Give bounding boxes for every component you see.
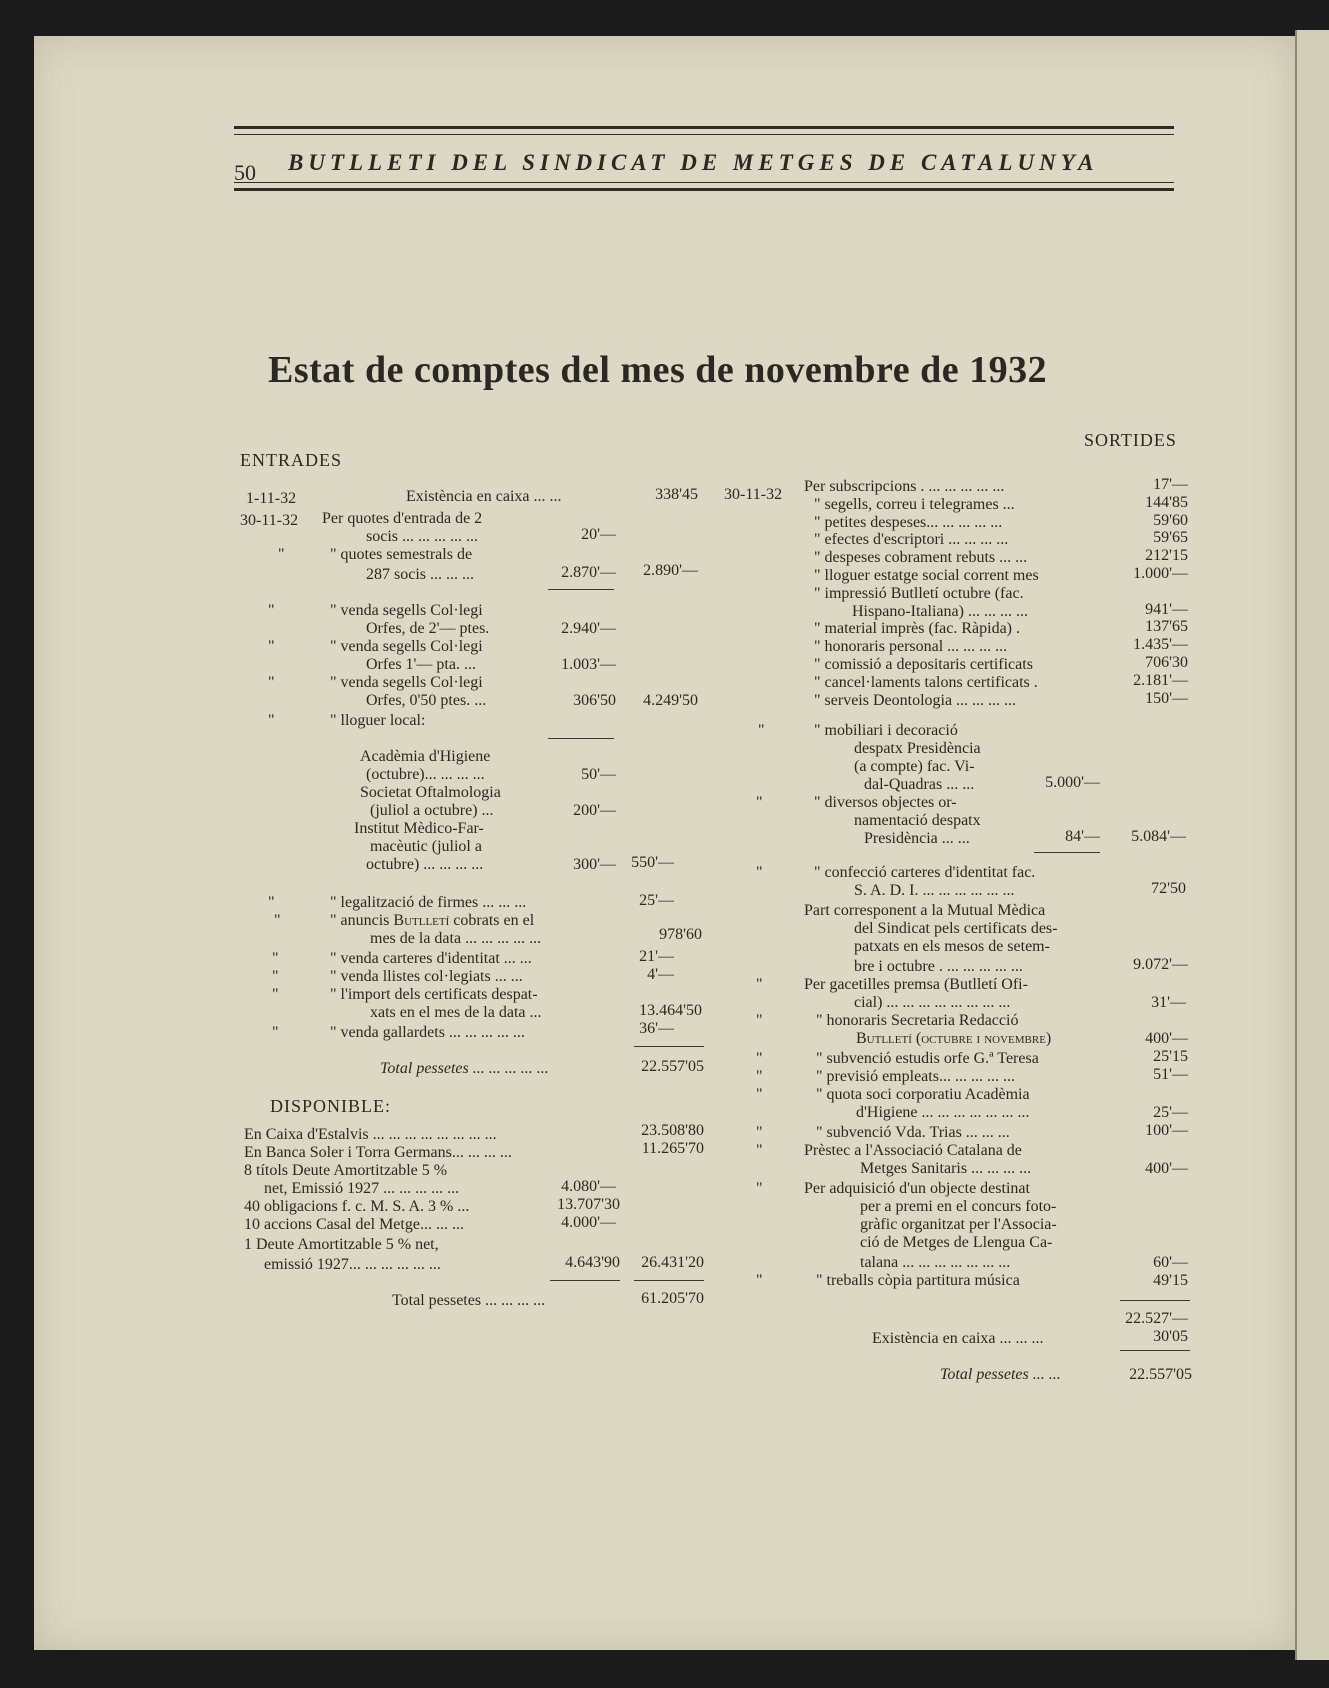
- total-value: 22.557'05: [1129, 1366, 1192, 1383]
- total-value: 61.205'70: [641, 1290, 704, 1307]
- entry-label: octubre) ... ... ... ...: [366, 856, 484, 873]
- entry-label: " subvenció Vda. Trias ... ... ...: [816, 1124, 1010, 1141]
- ditto-mark: ": [756, 864, 763, 881]
- subtotal-rule: [548, 589, 614, 590]
- entry-label: " venda llistes col·legiats ... ...: [330, 968, 523, 985]
- entry-value: 338'45: [655, 486, 698, 503]
- existence-label: Existència en caixa ... ... ...: [872, 1330, 1044, 1347]
- entry-label: Acadèmia d'Higiene: [360, 748, 491, 765]
- ditto-mark: ": [274, 912, 281, 929]
- entry-value: 25'—: [639, 892, 674, 909]
- entry-label: Presidència ... ...: [864, 830, 970, 847]
- entry-label: " diversos objectes or-: [814, 794, 957, 811]
- entry-value: 5.084'—: [1131, 828, 1186, 845]
- entry-value: 13.464'50: [639, 1002, 702, 1019]
- disponible-heading: DISPONIBLE:: [270, 1096, 392, 1116]
- asset-label: net, Emissió 1927 ... ... ... ... ...: [264, 1180, 460, 1197]
- entry-label: " venda carteres d'identitat ... ...: [330, 950, 532, 967]
- entry-label: patxats en els mesos de setem-: [854, 938, 1050, 955]
- entry-label: " impressió Butlletí octubre (fac.: [814, 584, 1024, 602]
- entry-value: 212'15: [1145, 547, 1188, 565]
- page-title: Estat de comptes del mes de novembre de 1932: [268, 349, 1048, 391]
- entry-value: 2.890'—: [643, 562, 698, 579]
- entry-label: " petites despeses... ... ... ... ...: [814, 513, 1003, 531]
- entry-value: 59'65: [1153, 529, 1188, 547]
- entry-label: 287 socis ... ... ...: [366, 566, 474, 583]
- entry-label: " lloguer local:: [330, 712, 426, 729]
- entry-label: Societat Oftalmologia: [360, 784, 501, 801]
- entry-value: 51'—: [1153, 1066, 1188, 1083]
- entry-label: " venda segells Col·legi: [330, 602, 483, 619]
- subtotal-rule: [548, 738, 614, 739]
- entry-label: " previsió empleats... ... ... ... ...: [816, 1068, 1015, 1085]
- entry-label: " quota soci corporatiu Acadèmia: [816, 1086, 1030, 1103]
- entry-value: 2.870'—: [561, 564, 616, 581]
- total-rule: [1120, 1300, 1190, 1301]
- entry-value: 1.003'—: [561, 656, 616, 673]
- asset-label: En Caixa d'Estalvis ... ... ... ... ... ... ... ...: [244, 1126, 497, 1143]
- total-value: 22.557'05: [641, 1058, 704, 1075]
- entry-value: 550'—: [631, 854, 674, 871]
- entry-label: ció de Metges de Llengua Ca-: [860, 1234, 1053, 1251]
- entry-label: " confecció carteres d'identitat fac.: [814, 864, 1036, 881]
- ditto-mark: ": [272, 950, 279, 967]
- entry-label: " legalització de firmes ... ... ...: [330, 894, 527, 911]
- ditto-mark: ": [758, 722, 765, 739]
- subtotal-rule: [1034, 852, 1100, 853]
- asset-label: En Banca Soler i Torra Germans... ... ... ...: [244, 1144, 512, 1161]
- page-number: 50: [234, 160, 256, 185]
- asset-value: 4.000'—: [561, 1214, 616, 1231]
- entry-value: 400'—: [1145, 1030, 1188, 1047]
- entry-value: 50'—: [581, 766, 616, 783]
- entry-value: 20'—: [581, 526, 616, 543]
- entry-label: Part corresponent a la Mutual Mèdica: [804, 902, 1046, 919]
- entry-value: 306'50: [573, 692, 616, 709]
- ditto-mark: ": [756, 1272, 763, 1289]
- entry-label: " material imprès (fac. Ràpida) .: [814, 620, 1020, 638]
- existence-value: 30'05: [1153, 1328, 1188, 1345]
- entry-label: mes de la data ... ... ... ... ...: [370, 930, 542, 947]
- asset-label: emissió 1927... ... ... ... ... ...: [264, 1256, 441, 1273]
- entry-label: Institut Mèdico-Far-: [354, 820, 484, 837]
- ditto-mark: ": [272, 1024, 279, 1041]
- entry-label: " venda gallardets ... ... ... ... ...: [330, 1024, 525, 1041]
- ditto-mark: ": [756, 1012, 763, 1029]
- entry-label: Orfes 1'— pta. ...: [366, 656, 476, 673]
- asset-value: 23.508'80: [641, 1122, 704, 1139]
- entry-label: d'Higiene ... ... ... ... ... ... ...: [856, 1104, 1030, 1121]
- entry-value: 59'60: [1153, 511, 1188, 529]
- asset-value: 13.707'30: [557, 1196, 620, 1213]
- ditto-mark: ": [268, 674, 275, 691]
- asset-label: 10 accions Casal del Metge... ... ...: [244, 1216, 464, 1233]
- entry-value: 21'—: [639, 948, 674, 965]
- entry-value: 49'15: [1153, 1272, 1188, 1289]
- journal-name: Butlletí: [393, 912, 450, 929]
- entry-label: bre i octubre . ... ... ... ... ...: [854, 958, 1023, 975]
- entry-value: 9.072'—: [1133, 956, 1188, 973]
- entry-label: " l'import dels certificats despat-: [330, 986, 538, 1003]
- entry-label: " cancel·laments talons certificats .: [814, 673, 1038, 691]
- entry-value: 25'15: [1153, 1048, 1188, 1065]
- subtotal-rule: [550, 1280, 620, 1281]
- ditto-mark: ": [268, 638, 275, 655]
- entry-label: dal-Quadras ... ...: [864, 776, 975, 793]
- entry-label: talana ... ... ... ... ... ... ...: [860, 1254, 1011, 1271]
- entry-label: [330, 912, 534, 930]
- asset-value: 4.080'—: [561, 1178, 616, 1195]
- entry-date: 1-11-32: [246, 490, 297, 507]
- entry-value: 400'—: [1145, 1160, 1188, 1177]
- header-rule-top-thin: [234, 134, 1174, 135]
- entry-label: Metges Sanitaris ... ... ... ...: [860, 1160, 1032, 1177]
- asset-label: 40 obligacions f. c. M. S. A. 3 % ...: [244, 1198, 470, 1215]
- entry-label: " honoraris Secretaria Redacció: [816, 1012, 1019, 1029]
- entrades-heading: ENTRADES: [240, 450, 342, 470]
- entry-label: Hispano-Italiana) ... ... ... ...: [852, 602, 1028, 620]
- entry-label: [856, 1030, 1051, 1048]
- entry-label: macèutic (juliol a: [370, 838, 482, 855]
- entry-label: Per adquisició d'un objecte destinat: [804, 1180, 1030, 1197]
- entry-label: cial) ... ... ... ... ... ... ... ...: [854, 994, 1011, 1011]
- journal-title: BUTLLETI DEL SINDICAT DE METGES DE CATALUNYA: [288, 150, 1099, 175]
- entry-value: 137'65: [1145, 618, 1188, 636]
- entry-label: (juliol a octubre) ...: [370, 802, 494, 819]
- entry-label: " mobiliari i decoració: [814, 722, 958, 739]
- entry-label: S. A. D. I. ... ... ... ... ... ...: [854, 882, 1015, 899]
- entry-label: Orfes, de 2'— ptes.: [366, 620, 490, 637]
- ditto-mark: ": [756, 1050, 763, 1067]
- entry-label: " venda segells Col·legi: [330, 674, 483, 691]
- entry-label: " comissió a depositaris certificats: [814, 656, 1033, 673]
- entry-label: " honoraris personal ... ... ... ...: [814, 638, 1008, 656]
- entry-date: 30-11-32: [240, 512, 299, 529]
- ditto-mark: ": [756, 1142, 763, 1159]
- entry-value: 144'85: [1145, 493, 1188, 511]
- entry-label: del Sindicat pels certificats des-: [854, 920, 1058, 937]
- entry-label: " subvenció estudis orfe G.ª Teresa: [816, 1050, 1039, 1067]
- entry-label: (a compte) fac. Vi-: [854, 758, 975, 775]
- entry-value: 60'—: [1153, 1254, 1188, 1271]
- entry-value: 978'60: [659, 926, 702, 943]
- entry-label: xats en el mes de la data ...: [370, 1004, 542, 1021]
- entry-label: " venda segells Col·legi: [330, 638, 483, 655]
- entry-label: namentació despatx: [854, 812, 981, 829]
- subtotal-value: 22.527'—: [1125, 1310, 1188, 1327]
- entry-label-part: " anuncis: [330, 912, 390, 929]
- ditto-mark: ": [756, 794, 763, 811]
- page-sheet: [34, 36, 1295, 1650]
- asset-value: 4.643'90: [565, 1254, 620, 1271]
- ditto-mark: ": [272, 968, 279, 985]
- entry-value: 5.000'—: [1045, 774, 1100, 791]
- entry-label: socis ... ... ... ... ...: [366, 528, 478, 545]
- entry-value: 4'—: [647, 966, 674, 983]
- entry-value: 200'—: [573, 802, 616, 819]
- ditto-mark: ": [756, 1068, 763, 1085]
- entry-label: " despeses cobrament rebuts ... ...: [814, 549, 1028, 567]
- ditto-mark: ": [756, 1124, 763, 1141]
- total-label: Total pessetes ... ... ... ... ...: [380, 1060, 549, 1077]
- entry-value: 706'30: [1145, 654, 1188, 671]
- total-label: Total pessetes ... ... ... ...: [392, 1292, 546, 1309]
- entry-value: 150'—: [1145, 689, 1188, 707]
- entry-label: Prèstec a l'Associació Catalana de: [804, 1142, 1022, 1159]
- entry-value: 84'—: [1065, 828, 1100, 845]
- ditto-mark: ": [268, 894, 275, 911]
- entry-value: 1.435'—: [1133, 636, 1188, 654]
- total-rule: [634, 1280, 704, 1281]
- total-rule: [1120, 1350, 1190, 1351]
- entry-label: " serveis Deontologia ... ... ... ...: [814, 691, 1017, 709]
- asset-value: 11.265'70: [641, 1140, 704, 1157]
- entry-label: Existència en caixa ... ...: [406, 488, 562, 505]
- entry-value: 4.249'50: [643, 692, 698, 709]
- entry-value: 941'—: [1145, 600, 1188, 618]
- entry-label: per a premi en el concurs foto-: [860, 1198, 1057, 1215]
- entry-value: 300'—: [573, 856, 616, 873]
- entry-value: 31'—: [1151, 994, 1186, 1011]
- asset-label: 8 títols Deute Amortitzable 5 %: [244, 1162, 448, 1179]
- entry-value: 1.000'—: [1133, 565, 1188, 582]
- entry-value: 36'—: [639, 1020, 674, 1037]
- journal-name: Butlletí (octubre i novembre): [856, 1030, 1052, 1047]
- entry-label: " lloguer estatge social corrent mes: [814, 567, 1039, 584]
- total-label: Total pessetes ... ...: [940, 1366, 1061, 1383]
- total-rule: [634, 1046, 704, 1047]
- entry-value: 2.181'—: [1133, 671, 1188, 689]
- ditto-mark: ": [756, 1086, 763, 1103]
- entry-label: (octubre)... ... ... ...: [366, 766, 485, 783]
- entry-label: Per gacetilles premsa (Butlletí Ofi-: [804, 976, 1028, 993]
- entry-label: gràfic organitzat per l'Associa-: [860, 1216, 1057, 1233]
- entry-value: 2.940'—: [561, 620, 616, 637]
- entry-label: Per subscripcions . ... ... ... ... ...: [804, 478, 1005, 495]
- asset-value: 26.431'20: [641, 1254, 704, 1271]
- entry-value: 17'—: [1153, 476, 1188, 493]
- entry-label: " quotes semestrals de: [330, 546, 473, 563]
- asset-label: 1 Deute Amortitzable 5 % net,: [244, 1236, 439, 1253]
- entry-date: 30-11-32: [724, 486, 783, 503]
- page-edge: [1295, 30, 1329, 1660]
- ditto-mark: ": [268, 712, 275, 729]
- header-rule-bottom-thin: [234, 182, 1174, 183]
- entry-label: " treballs còpia partitura música: [816, 1272, 1020, 1289]
- header-rule-top: [234, 126, 1174, 129]
- ditto-mark: ": [756, 976, 763, 993]
- entry-label-part: cobrats en el: [453, 912, 535, 929]
- entry-label: " segells, correu i telegrames ...: [814, 495, 1015, 513]
- ditto-mark: ": [272, 986, 279, 1003]
- sortides-heading: SORTIDES: [1084, 430, 1177, 450]
- entry-label: Per quotes d'entrada de 2: [322, 510, 483, 527]
- ditto-mark: ": [268, 602, 275, 619]
- entry-value: 72'50: [1151, 880, 1186, 897]
- entry-label: " efectes d'escriptori ... ... ... ...: [814, 531, 1009, 549]
- ditto-mark: ": [278, 546, 285, 563]
- entry-label: Orfes, 0'50 ptes. ...: [366, 692, 487, 709]
- entry-label: despatx Presidència: [854, 740, 981, 757]
- entry-value: 100'—: [1145, 1122, 1188, 1139]
- header-rule-bottom: [234, 188, 1174, 191]
- entry-value: 25'—: [1153, 1104, 1188, 1121]
- ditto-mark: ": [756, 1180, 763, 1197]
